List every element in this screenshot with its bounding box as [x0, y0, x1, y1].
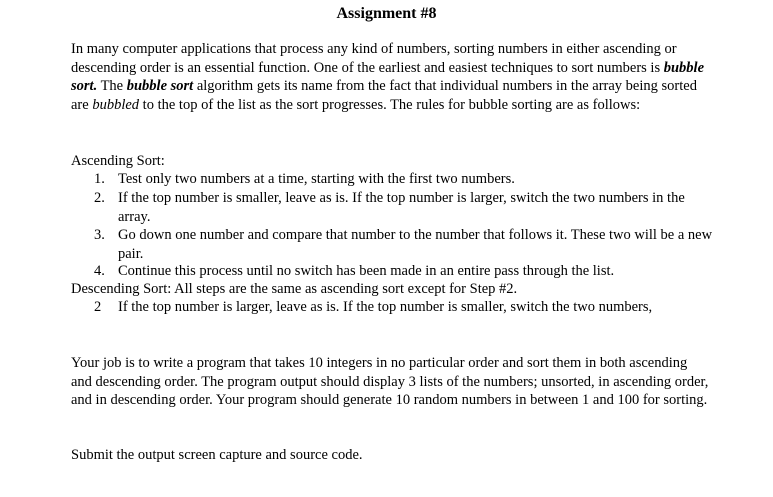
term-bubbled: bubbled	[92, 96, 140, 113]
intro-text-1: In many computer applications that process any kind of numbers, sorting numbers in either ascending or descending order is an essential function. One of the earliest and easiest techniques to sort numbers is	[71, 41, 677, 76]
intro-text-4: to the top of the list as the sort progresses. The rules for bubble sorting are as follows:	[139, 96, 641, 113]
ascending-step-4	[94, 262, 714, 281]
step-text: Continue this process until no switch has been made in an entire pass through the list.	[118, 263, 615, 279]
submit-paragraph: Submit the output screen capture and source code.	[71, 447, 363, 463]
ascending-step-2	[94, 189, 714, 226]
step-text: Go down one number and compare that number to the number that follows it. These two will be a new pair.	[118, 227, 713, 262]
descending-sort-heading: Descending Sort: All steps are the same as ascending sort except for Step #2.	[71, 281, 518, 297]
intro-text-2: The	[97, 78, 127, 94]
term-bubble-sort-2: bubble sort	[126, 78, 194, 94]
ascending-sort-heading: Ascending Sort:	[71, 153, 165, 169]
ascending-step-3	[94, 226, 714, 263]
step-number: 2.	[94, 190, 105, 206]
step-text: Test only two numbers at a time, starting with the first two numbers.	[118, 171, 515, 187]
step-number: 2	[94, 299, 102, 315]
step-text: If the top number is smaller, leave as is. If the top number is larger, switch the two numbers in the array.	[118, 190, 685, 225]
step-number: 1.	[94, 171, 105, 187]
descending-step-2	[94, 298, 714, 317]
ascending-step-1	[94, 170, 714, 189]
intro-text-3: algorithm gets its name from the fact that individual numbers in the array being sorted are	[71, 78, 697, 113]
step-number: 3.	[94, 227, 105, 243]
page-title: Assignment #8	[336, 5, 437, 22]
job-paragraph: Your job is to write a program that takes 10 integers in no particular order and sort them in both ascending and descending order. The program output should display 3 lists of the numbers; unsorted, in ascending order, and in descending order. Your program should generate 10 random numbers in between 1 and 100 for sorting.	[71, 355, 709, 408]
term-bubble-sort-1: bubble sort.	[71, 59, 705, 94]
intro-paragraph	[71, 40, 711, 114]
step-text: If the top number is larger, leave as is. If the top number is smaller, switch the two numbers,	[118, 299, 653, 315]
step-number: 4.	[94, 263, 105, 279]
